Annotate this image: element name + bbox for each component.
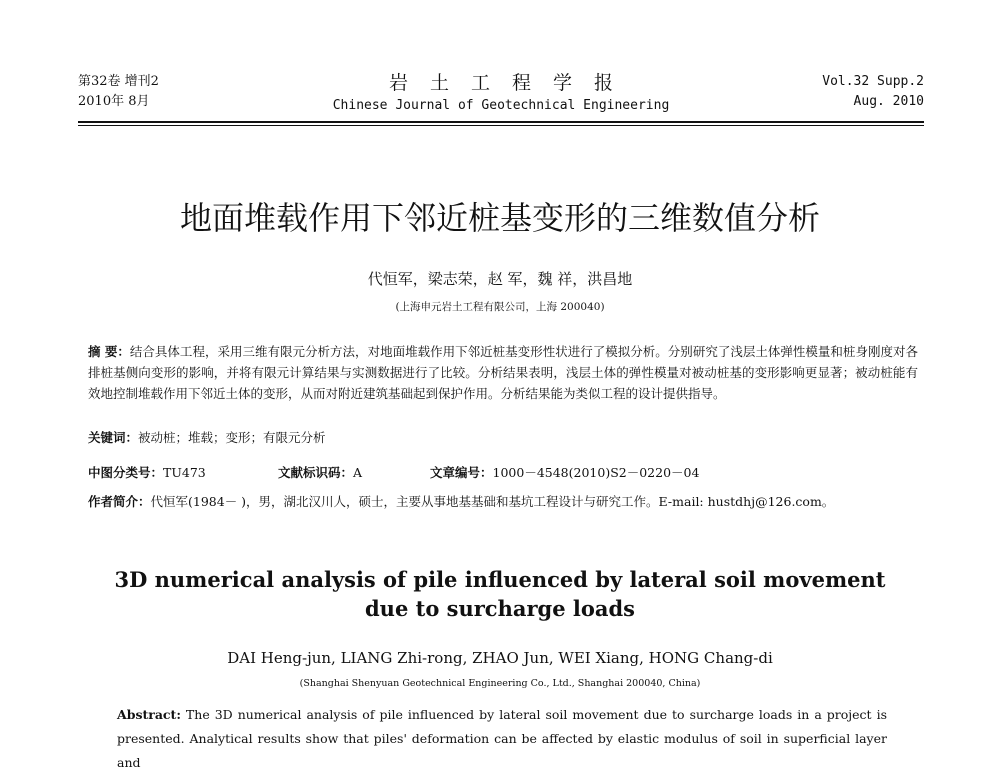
doc-code-value: A xyxy=(353,465,363,480)
paper-title-cn: 地面堆载作用下邻近桩基变形的三维数值分析 xyxy=(179,199,820,237)
keywords-cn-text: 被动桩；堆载；变形；有限元分析 xyxy=(138,430,326,445)
article-no-label: 文章编号： xyxy=(430,465,493,480)
affiliation-cn: (上海申元岩土工程有限公司，上海 200040) xyxy=(395,301,605,313)
date-cn: 2010年 8月 xyxy=(78,94,150,109)
journal-name-en: Chinese Journal of Geotechnical Engineering xyxy=(332,98,670,113)
article-no-value: 1000－4548(2010)S2－0220－04 xyxy=(492,465,700,480)
paper-title-en xyxy=(0,565,1000,623)
author-bio-text: 代恒军(1984－ )，男，湖北汉川人，硕士，主要从事地基基础和基坑工程设计与研究工作。E-mail: hustdhj@126.com。 xyxy=(150,494,835,509)
article-no-item xyxy=(430,463,699,483)
abstract-cn xyxy=(88,341,918,404)
authors-en: DAI Heng-jun, LIANG Zhi-rong, ZHAO Jun, WEI Xiang, HONG Chang-di xyxy=(227,649,773,667)
author-bio xyxy=(88,490,918,513)
journal-name-cn: 岩土工程学报 xyxy=(388,72,635,94)
journal-header xyxy=(78,72,924,120)
header-center xyxy=(78,72,924,116)
abstract-en xyxy=(117,703,887,775)
paper-title-en-line1: 3D numerical analysis of pile influenced by lateral soil movement xyxy=(114,567,886,592)
clc-item xyxy=(88,463,278,483)
clc-label: 中图分类号： xyxy=(88,465,164,480)
abstract-cn-text: 结合具体工程，采用三维有限元分析方法，对地面堆载作用下邻近桩基变形性状进行了模拟分析。分别研究了浅层土体弹性模量和桩身刚度对各排桩基侧向变形的影响，并将有限元计算结果与实测数据进行了比较。分析结果表明，浅层土体的弹性模量对被动桩基的变形影响更显著；被动桩能有效地控制堆载作用下邻近土体的变形，从而对附近建筑基础起到保护作用。分析结果能为类似工程的设计提供指导。 xyxy=(88,344,918,401)
header-rule-thin xyxy=(78,125,924,126)
volume-cn: 第32卷 增刊2 xyxy=(78,74,159,89)
doc-code-label: 文献标识码： xyxy=(278,465,354,480)
date-en: Aug. 2010 xyxy=(853,94,924,109)
author-bio-label: 作者简介： xyxy=(88,494,151,509)
affiliation-en: (Shanghai Shenyuan Geotechnical Engineering Co., Ltd., Shanghai 200040, China) xyxy=(299,678,701,689)
classification-line xyxy=(88,463,918,483)
doc-code-item xyxy=(278,463,430,483)
abstract-en-label: Abstract: xyxy=(117,707,181,722)
keywords-cn-label: 关键词： xyxy=(88,430,139,445)
clc-value: TU473 xyxy=(163,465,206,480)
keywords-cn xyxy=(88,427,326,448)
header-rule-thick xyxy=(78,121,924,123)
volume-en: Vol.32 Supp.2 xyxy=(822,74,924,89)
authors-cn: 代恒军，梁志荣，赵 军，魏 祥，洪昌地 xyxy=(367,270,633,288)
abstract-en-text: The 3D numerical analysis of pile influenced by lateral soil movement due to surcharge loads in a project is presented. Analytical results show that piles' deformation can be affected by elastic modulus of soil in superficial layer and xyxy=(117,707,887,770)
header-right xyxy=(822,72,924,112)
paper-title-en-line2: due to surcharge loads xyxy=(365,596,635,621)
abstract-cn-label: 摘 要： xyxy=(88,344,130,359)
